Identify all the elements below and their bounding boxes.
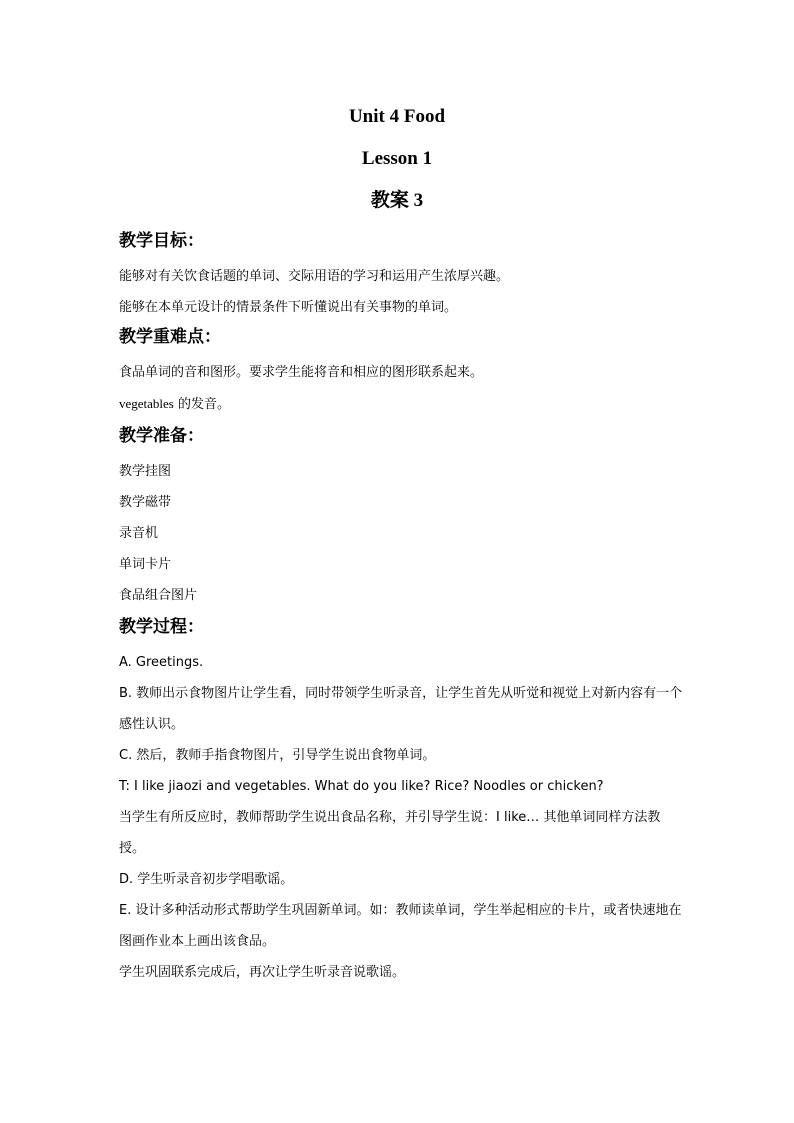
preparation-item: 教学挂图 xyxy=(119,464,172,479)
document-title: Unit 4 Food xyxy=(348,106,446,127)
process-section xyxy=(119,615,685,988)
objectives-heading: 教学目标： xyxy=(119,231,204,251)
process-response: 当学生有所反应时，教师帮助学生说出食品名称，并引导学生说：I like… 其他单词同样方法教授。 xyxy=(119,810,661,856)
objective-line: 能够在本单元设计的情景条件下听懂说出有关事物的单词。 xyxy=(119,300,458,315)
process-step-e: E. 设计多种活动形式帮助学生巩固新单词。如：教师读单词，学生举起相应的卡片，或者快速地在图画作业本上画出该食品。 xyxy=(119,903,682,949)
key-points-heading: 教学重难点： xyxy=(119,327,221,347)
plan-title: 教案 3 xyxy=(370,190,424,211)
process-step-b: B. 教师出示食物图片让学生看，同时带领学生听录音，让学生首先从听觉和视觉上对新内容有一个感性认识。 xyxy=(119,686,683,732)
preparation-heading: 教学准备： xyxy=(119,426,204,446)
preparation-item: 录音机 xyxy=(119,526,159,541)
key-point-text: 的发音。 xyxy=(173,397,231,412)
process-heading: 教学过程： xyxy=(119,617,204,637)
process-step-d: D. 学生听录音初步学唱歌谣。 xyxy=(119,872,294,887)
preparation-section xyxy=(119,424,685,611)
process-closing: 学生巩固联系完成后，再次让学生听录音说歌谣。 xyxy=(119,965,406,980)
objective-line: 能够对有关饮食话题的单词、交际用语的学习和运用产生浓厚兴趣。 xyxy=(119,269,510,284)
key-points-section xyxy=(119,325,685,420)
key-point-word: vegetables xyxy=(119,396,174,411)
process-dialogue: T: I like jiaozi and vegetables. What do you like? Rice? Noodles or chicken? xyxy=(119,779,604,794)
preparation-item: 教学磁带 xyxy=(119,495,172,510)
key-point-line: 食品单词的音和图形。要求学生能将音和相应的图形联系起来。 xyxy=(119,365,484,380)
preparation-item: 食品组合图片 xyxy=(119,588,198,603)
objectives-section xyxy=(119,229,685,323)
process-step-a: A. Greetings. xyxy=(119,655,204,670)
lesson-title: Lesson 1 xyxy=(361,148,433,169)
key-point-line xyxy=(119,388,685,420)
document-body xyxy=(119,229,685,988)
process-step-c: C. 然后，教师手指食物图片，引导学生说出食物单词。 xyxy=(119,748,436,763)
preparation-item: 单词卡片 xyxy=(119,557,172,572)
